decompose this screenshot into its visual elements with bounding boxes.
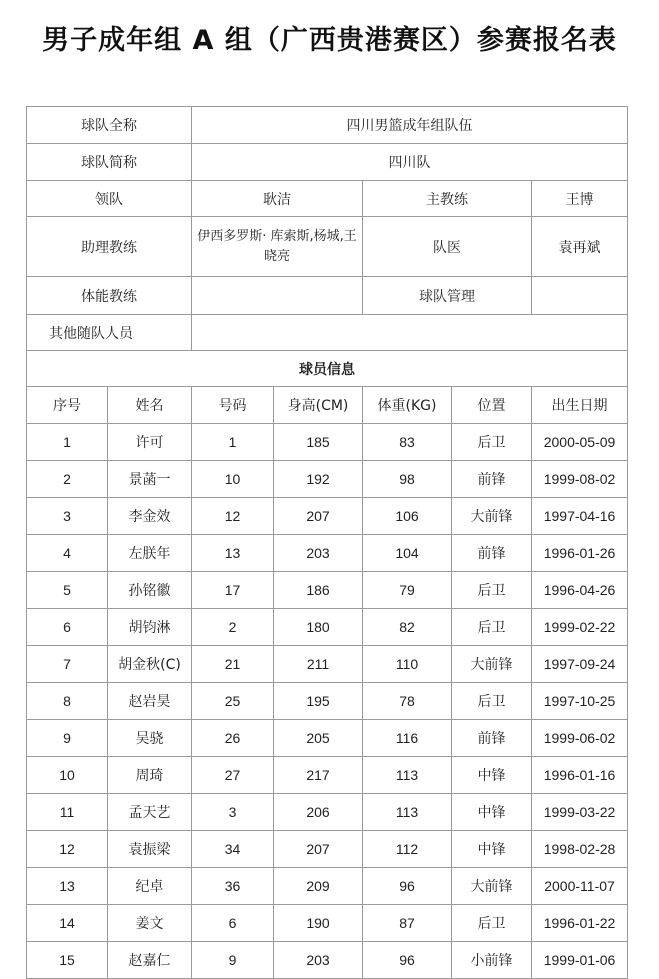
table-cell: 前锋 [452,461,532,498]
table-cell: 110 [363,646,452,683]
table-row [27,831,628,868]
table-cell: 79 [363,572,452,609]
doctor-label: 队医 [363,217,532,277]
table-cell: 中锋 [452,794,532,831]
table-cell: 203 [274,942,363,979]
table-cell: 孙铭徽 [108,572,192,609]
table-cell: 96 [363,868,452,905]
table-cell: 106 [363,498,452,535]
table-cell: 6 [27,609,108,646]
table-cell: 13 [192,535,274,572]
assistant-coach-label: 助理教练 [27,217,192,277]
table-cell: 113 [363,794,452,831]
table-cell: 后卫 [452,683,532,720]
table-cell: 26 [192,720,274,757]
player-table-header [27,387,628,424]
table-cell: 景菡一 [108,461,192,498]
table-cell: 21 [192,646,274,683]
table-row [27,572,628,609]
column-header: 身高(CM) [274,387,363,424]
table-cell: 后卫 [452,609,532,646]
table-cell: 2000-11-07 [532,868,628,905]
column-header: 姓名 [108,387,192,424]
table-cell: 203 [274,535,363,572]
manager-value [532,277,628,315]
table-row [27,720,628,757]
table-cell: 1999-03-22 [532,794,628,831]
table-cell: 104 [363,535,452,572]
fitness-coach-value [192,277,363,315]
others-value [192,315,628,351]
leader-label: 领队 [27,181,192,217]
table-cell: 1999-06-02 [532,720,628,757]
table-cell: 2 [192,609,274,646]
table-cell: 3 [192,794,274,831]
table-cell: 96 [363,942,452,979]
team-full-name-label: 球队全称 [27,107,192,144]
team-short-name-label: 球队简称 [27,144,192,181]
table-cell: 82 [363,609,452,646]
table-cell: 192 [274,461,363,498]
table-cell: 2 [27,461,108,498]
players-section-header: 球员信息 [27,351,628,387]
table-cell: 胡金秋(C) [108,646,192,683]
table-cell: 209 [274,868,363,905]
table-cell: 前锋 [452,720,532,757]
head-coach-value: 王博 [532,181,628,217]
column-header: 位置 [452,387,532,424]
table-row [27,646,628,683]
table-cell: 孟天艺 [108,794,192,831]
table-cell: 116 [363,720,452,757]
table-cell: 中锋 [452,831,532,868]
table-cell: 27 [192,757,274,794]
table-cell: 12 [27,831,108,868]
table-cell: 许可 [108,424,192,461]
table-cell: 14 [27,905,108,942]
table-cell: 4 [27,535,108,572]
table-row [27,794,628,831]
table-row [27,757,628,794]
table-row [27,868,628,905]
table-cell: 6 [192,905,274,942]
table-row [27,609,628,646]
table-cell: 12 [192,498,274,535]
table-row [27,424,628,461]
leader-value: 耿洁 [192,181,363,217]
table-cell: 195 [274,683,363,720]
table-cell: 25 [192,683,274,720]
table-cell: 9 [27,720,108,757]
table-cell: 后卫 [452,424,532,461]
table-cell: 205 [274,720,363,757]
column-header: 体重(KG) [363,387,452,424]
table-cell: 小前锋 [452,942,532,979]
table-cell: 9 [192,942,274,979]
table-cell: 10 [192,461,274,498]
table-cell: 186 [274,572,363,609]
table-cell: 98 [363,461,452,498]
table-row [27,905,628,942]
table-cell: 大前锋 [452,498,532,535]
column-header: 序号 [27,387,108,424]
team-short-name-value: 四川队 [192,144,628,181]
table-cell: 15 [27,942,108,979]
table-cell: 1 [192,424,274,461]
table-cell: 姜文 [108,905,192,942]
table-cell: 1999-08-02 [532,461,628,498]
table-cell: 1 [27,424,108,461]
table-cell: 36 [192,868,274,905]
table-cell: 3 [27,498,108,535]
table-cell: 190 [274,905,363,942]
table-cell: 大前锋 [452,868,532,905]
table-cell: 周琦 [108,757,192,794]
assistant-coach-value: 伊西多罗斯· 库索斯,杨城,王晓亮 [192,217,363,277]
table-cell: 前锋 [452,535,532,572]
table-cell: 1998-02-28 [532,831,628,868]
page-title: 男子成年组 A 组（广西贵港赛区）参赛报名表 [42,25,617,56]
table-cell: 纪卓 [108,868,192,905]
table-cell: 1997-09-24 [532,646,628,683]
team-full-name-value: 四川男篮成年组队伍 [192,107,628,144]
manager-label: 球队管理 [363,277,532,315]
table-cell: 1996-04-26 [532,572,628,609]
table-cell: 217 [274,757,363,794]
table-cell: 袁振梁 [108,831,192,868]
table-cell: 10 [27,757,108,794]
table-cell: 大前锋 [452,646,532,683]
table-cell: 211 [274,646,363,683]
table-cell: 206 [274,794,363,831]
table-cell: 180 [274,609,363,646]
table-row [27,535,628,572]
table-cell: 7 [27,646,108,683]
table-cell: 83 [363,424,452,461]
table-cell: 1996-01-16 [532,757,628,794]
table-cell: 2000-05-09 [532,424,628,461]
table-row [27,461,628,498]
table-row [27,683,628,720]
table-cell: 78 [363,683,452,720]
table-cell: 207 [274,498,363,535]
table-cell: 34 [192,831,274,868]
table-cell: 112 [363,831,452,868]
table-cell: 后卫 [452,572,532,609]
doctor-value: 袁再斌 [532,217,628,277]
table-cell: 后卫 [452,905,532,942]
table-cell: 赵嘉仁 [108,942,192,979]
column-header: 出生日期 [532,387,628,424]
head-coach-label: 主教练 [363,181,532,217]
table-cell: 1996-01-26 [532,535,628,572]
table-cell: 吴骁 [108,720,192,757]
table-cell: 17 [192,572,274,609]
table-cell: 1997-04-16 [532,498,628,535]
table-cell: 胡钧淋 [108,609,192,646]
table-cell: 87 [363,905,452,942]
others-label: 其他随队人员 [27,315,192,351]
table-cell: 1997-10-25 [532,683,628,720]
column-header: 号码 [192,387,274,424]
table-cell: 赵岩昊 [108,683,192,720]
table-cell: 13 [27,868,108,905]
table-cell: 中锋 [452,757,532,794]
table-cell: 8 [27,683,108,720]
table-cell: 左朕年 [108,535,192,572]
table-cell: 1999-01-06 [532,942,628,979]
table-cell: 李金效 [108,498,192,535]
table-cell: 1999-02-22 [532,609,628,646]
table-row [27,498,628,535]
table-cell: 207 [274,831,363,868]
table-cell: 113 [363,757,452,794]
table-row [27,942,628,979]
table-cell: 1996-01-22 [532,905,628,942]
fitness-coach-label: 体能教练 [27,277,192,315]
registration-table [26,106,628,979]
table-cell: 5 [27,572,108,609]
table-cell: 11 [27,794,108,831]
table-cell: 185 [274,424,363,461]
